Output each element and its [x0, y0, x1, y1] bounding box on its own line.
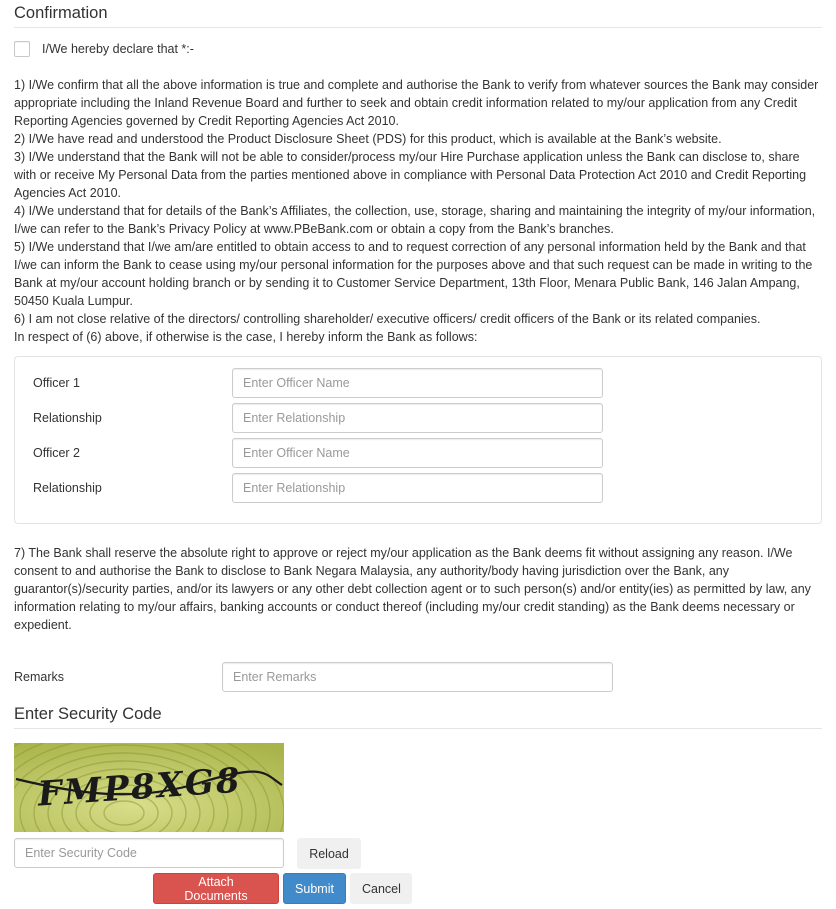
term-3: 3) I/We understand that the Bank will not be able to consider/process my/our Hire Purchase application unless the Bank can disclose to, share with or receive My Personal Data from the parties mentioned above in compliance with Personal Data Protection Act 2010 and Credit Reporting Agencies Act 2010.: [14, 150, 807, 200]
officer-1-input[interactable]: [232, 368, 603, 398]
attach-documents-button[interactable]: Attach Documents: [153, 873, 279, 904]
submit-button[interactable]: Submit: [283, 873, 346, 904]
cancel-button[interactable]: Cancel: [350, 873, 412, 904]
relationship-1-row: [33, 403, 603, 433]
captcha-text: FMP8XG8: [36, 760, 243, 815]
remarks-input[interactable]: [222, 662, 613, 692]
term-4: 4) I/We understand that for details of the Bank’s Affiliates, the collection, use, storage, sharing and maintaining the integrity of my/our information, I/we can refer to the Bank’s Privacy Policy at www.PBeBank.com or obtain a copy from the Bank’s branches.: [14, 204, 816, 236]
captcha-image: [14, 743, 284, 832]
term-1: 1) I/We confirm that all the above information is true and complete and authorise the Bank to verify from whatever sources the Bank may consider appropriate including the Inland Revenue Board and further to seek and obtain credit information related to my/our application from any Credit Reporting Agencies governed by Credit Reporting Agencies Act 2010.: [14, 78, 819, 128]
security-code-input[interactable]: [14, 838, 284, 868]
relationship-2-row: [33, 473, 603, 503]
term-6-note: In respect of (6) above, if otherwise is the case, I hereby inform the Bank as follows:: [14, 330, 478, 344]
confirmation-title: Confirmation: [14, 4, 108, 22]
term-6: 6) I am not close relative of the directors/ controlling shareholder/ executive officers/ credit officers of the Bank or its related companies.: [14, 312, 761, 326]
relationship-2-input[interactable]: [232, 473, 603, 503]
officer-2-label: Officer 2: [33, 446, 81, 460]
officer-1-row: [33, 368, 603, 398]
confirmation-divider: [14, 27, 822, 28]
term-2: 2) I/We have read and understood the Product Disclosure Sheet (PDS) for this product, which is available at the Bank’s website.: [14, 132, 722, 146]
declare-row: [14, 41, 194, 57]
officer-2-input[interactable]: [232, 438, 603, 468]
officer-2-row: [33, 438, 603, 468]
reload-button[interactable]: Reload: [297, 838, 361, 869]
term-5: 5) I/We understand that I/we am/are entitled to obtain access to and to request correction of any personal information held by the Bank and that I/we can inform the Bank to cease using my/our personal information for the purposes above and that such request can be made in writing to the Bank at my/our account holding branch or by sending it to Customer Service Department, 13th Floor, Menara Public Bank, 146 Jalan Ampang, 50450 Kuala Lumpur.: [14, 240, 813, 308]
relationship-1-label: Relationship: [33, 411, 102, 425]
declare-checkbox[interactable]: [14, 41, 30, 57]
officer-1-label: Officer 1: [33, 376, 81, 390]
relationship-2-label: Relationship: [33, 481, 102, 495]
term-7: 7) The Bank shall reserve the absolute right to approve or reject my/our application as the Bank deems fit without assigning any reason. I/We consent to and authorise the Bank to disclose to Bank Negara Malaysia, any authority/body having jurisdiction over the Bank, any guarantor(s)/security parties, and/or its lawyers or any other debt collection agent or to such person(s) and/or entity(ies) as permitted by law, any information relating to my/our affairs, banking accounts or conduct thereof (including my/our credit standing) as the Bank deems necessary or expedient.: [14, 546, 811, 632]
declare-label: I/We hereby declare that *:-: [42, 42, 194, 56]
officer-panel: [14, 356, 822, 524]
remarks-label: Remarks: [14, 670, 65, 684]
remarks-row: [14, 662, 613, 692]
relationship-1-input[interactable]: [232, 403, 603, 433]
security-divider: [14, 728, 822, 729]
security-code-title: Enter Security Code: [14, 705, 162, 723]
terms-list: [14, 76, 824, 346]
